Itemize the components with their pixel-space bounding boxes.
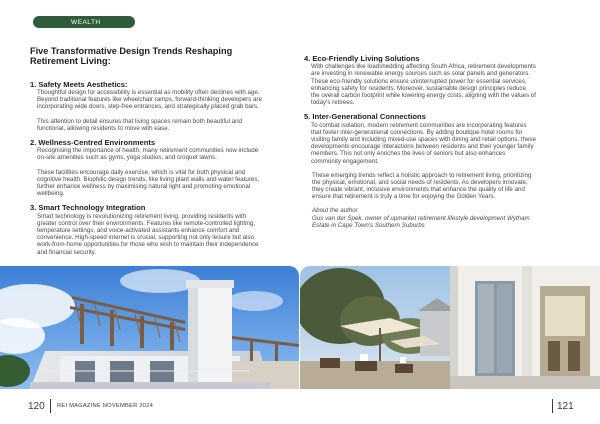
trend-number: 4. — [304, 54, 311, 63]
page-number-left: 120 — [28, 401, 45, 412]
section-tag-label: WEALTH — [71, 18, 101, 26]
footer-divider — [50, 399, 51, 413]
trend-paragraph: These facilities encourage daily exercise, which is vital for both physical and cognitive health. Biophilic design trends, like living plant walls and water features, further enhance wellness by maximising natural light and promoting emotional wellbeing. — [37, 168, 260, 198]
trend-number: 1. — [30, 79, 37, 89]
left-column — [30, 46, 262, 263]
section-tag — [33, 16, 135, 28]
trend-section-4 — [304, 55, 536, 106]
trend-title: Inter-Generational Connections — [312, 112, 426, 122]
author-label: About the author — [312, 206, 358, 214]
building-pergola-image — [0, 266, 299, 389]
trend-paragraph: This attention to detail ensures that living spaces remain both beautiful and functional, allowing residents to move with ease. — [37, 117, 243, 132]
trend-number: 3. — [30, 203, 37, 213]
closing-paragraph: These emerging trends reflect a holistic approach to retirement living, prioritizing the physical, emotional, and social needs of residents. As developers innovate, they create vibrant, inclusive environments that enhance the quality of life and ensure that retirement is truly a time for enjoying the Golden Years. — [312, 171, 532, 201]
building-pergola-photo — [0, 266, 299, 389]
page-number-right: 121 — [557, 401, 574, 412]
terrace-image — [300, 266, 600, 389]
trend-paragraph: With challenges like loadshedding affecting South Africa, retirement developments are investing in renewable energy sources such as solar panels and generators. These eco-friendly solutions ensure uninterrupted power for essential services, enhancing safety for residents. Moreover, sustainable design principles reduce the overall carbon footprint while lowering energy costs, aligning with the values of today's retirees. — [311, 63, 536, 107]
trend-paragraph: Smart technology is revolutionizing retirement living, providing residents with greater control over their environments. Features like remote-controlled lighting, temperature settings, and voice-activated assistants enhance comfort and convenience. High-speed internet is crucial, supporting not only leisure but also work-from-home opportunities for those who wish to maintain their independence and financial security. — [37, 212, 259, 256]
trend-title: Smart Technology Integration — [38, 203, 146, 213]
trend-title: Wellness-Centred Environments — [38, 138, 156, 148]
author-bio: Gus van der Spek, owner of upmarket retirement lifestyle development Wytham Estate in Cape Town's Southern Suburbs — [312, 214, 530, 230]
trend-section-2 — [30, 139, 262, 197]
trend-paragraph: Thoughtful design for accessibility is essential as mobility often declines with age. Beyond traditional features like wheelchair ramps, forward-thinking developers are incorporating wide doors, step-free entrances, and strategically placed grab bars. — [37, 89, 262, 111]
terrace-photo — [300, 266, 600, 389]
trend-section-3 — [30, 204, 262, 255]
trend-title: Eco-Friendly Living Solutions — [312, 54, 420, 63]
magazine-issue: REI MAGAZINE NOVEMBER 2024 — [57, 403, 154, 409]
footer-divider — [552, 399, 553, 413]
right-column — [304, 55, 536, 235]
trend-paragraph: Recognising the importance of health, many retirement communities now include on-site amenities such as gyms, yoga studios, and croquet lawns. — [37, 147, 259, 162]
trend-paragraph: To combat isolation, modern retirement communities are incorporating features that foster inter-generational connections. By adding boutique hotel rooms for visiting family and including mixed-use spaces with dining and retail options, these developments encourage interactions between residents and their younger family members. This not only enriches the lives of seniors but also enhances community engagement. — [311, 121, 536, 165]
article-headline: Five Transformative Design Trends Reshaping Retirement Living: — [30, 46, 233, 67]
trend-number: 2. — [30, 138, 37, 148]
trend-section-1 — [30, 81, 262, 132]
trend-title: Safety Meets Aesthetics: — [38, 79, 128, 89]
trend-number: 5. — [304, 112, 311, 122]
trend-section-5 — [304, 113, 536, 164]
